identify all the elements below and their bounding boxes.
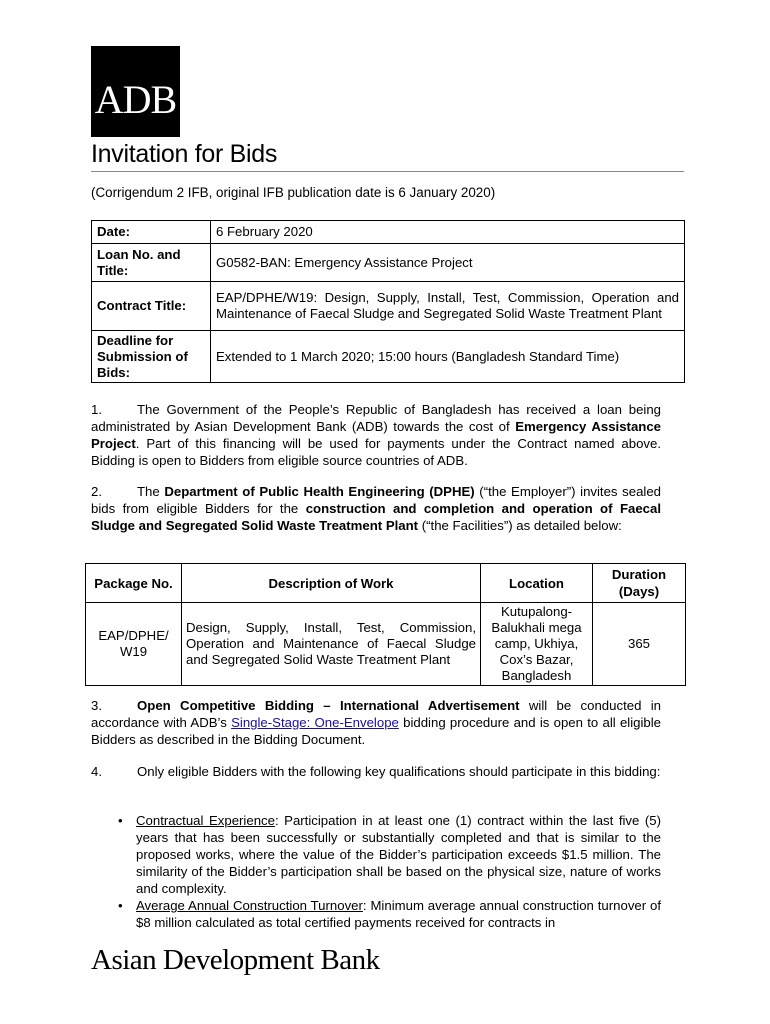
project-name: Emergency Assistance Project	[91, 419, 662, 451]
paragraph-3	[91, 697, 661, 748]
bullet-marker: •	[118, 813, 123, 828]
paragraph-4	[91, 763, 661, 780]
paragraph-1	[91, 401, 661, 469]
corrigendum-note: (Corrigendum 2 IFB, original IFB publication date is 6 January 2020)	[91, 185, 496, 200]
header-location: Location	[481, 564, 593, 603]
works-scope: construction and completion and operation of Faecal Sludge and Segregated Solid Waste Treatment Plant	[91, 501, 662, 533]
work-duration: 365	[593, 603, 686, 686]
paragraph-3-number: 3.	[91, 698, 102, 713]
loan-value: G0582-BAN: Emergency Assistance Project	[211, 244, 685, 282]
table-row	[86, 603, 686, 686]
package-number: EAP/DPHE/ W19	[86, 603, 182, 686]
footer-brand: Asian Development Bank	[91, 944, 380, 976]
work-location: Kutupalong-Balukhali mega camp, Ukhiya, Cox’s Bazar, Bangladesh	[481, 603, 593, 686]
paragraph-3-text-b: bidding procedure and is open to all eligible Bidders as described in the Bidding Document.	[91, 715, 661, 747]
paragraph-4-number: 4.	[91, 764, 102, 779]
title-divider	[91, 171, 684, 172]
header-description: Description of Work	[182, 564, 481, 603]
paragraph-4-text: Only eligible Bidders with the following key qualifications should participate in this bidding:	[137, 764, 661, 779]
list-item-text	[136, 812, 661, 897]
list-item-text	[136, 897, 661, 931]
date-value: 6 February 2020	[211, 221, 685, 244]
info-row-contract	[92, 282, 685, 331]
header-package-no: Package No.	[86, 564, 182, 603]
paragraph-1-number: 1.	[91, 402, 102, 417]
adb-logo-text: ADB	[94, 77, 177, 122]
date-label: Date:	[92, 221, 211, 244]
paragraph-2-text-b: (“the Employer”) invites sealed bids from eligible Bidders for the	[91, 484, 662, 516]
list-item-body: : Participation in at least one (1) contract within the last five (5) years that has been successfully or substantially completed and that is similar to the proposed works, where the value of the Bidder’s participation exceeds $1.5 million. The similarity of the Bidder’s participation shall be based on the physical size, nature of works and complexity.	[136, 813, 661, 896]
list-item-body: : Minimum average annual construction turnover of $8 million calculated as total certified payments received for contracts in	[136, 898, 662, 930]
page-title: Invitation for Bids	[91, 140, 278, 168]
paragraph-2	[91, 483, 661, 534]
package-table-header	[86, 564, 686, 603]
header-duration: Duration (Days)	[593, 564, 686, 603]
paragraph-3-text-a: will be conducted in accordance with ADB’s	[91, 698, 662, 730]
list-item-heading: Contractual Experience	[136, 813, 275, 828]
paragraph-1-text-a: The Government of the People’s Republic of Bangladesh has received a loan being administrated by Asian Development Bank (ADB) towards the cost of	[91, 402, 661, 434]
deadline-label: Deadline for Submission of Bids:	[92, 331, 211, 383]
bullet-marker: •	[118, 898, 123, 913]
paragraph-2-text-c: (“the Facilities”) as detailed below:	[418, 518, 622, 533]
info-row-deadline	[92, 331, 685, 383]
bid-info-table	[91, 220, 685, 383]
info-row-date	[92, 221, 685, 244]
adb-logo	[91, 46, 180, 137]
deadline-value: Extended to 1 March 2020; 15:00 hours (Bangladesh Standard Time)	[211, 331, 685, 383]
employer-name: Department of Public Health Engineering (DPHE)	[164, 484, 475, 499]
loan-label: Loan No. and Title:	[92, 244, 211, 282]
package-table	[85, 563, 686, 686]
work-description: Design, Supply, Install, Test, Commission, Operation and Maintenance of Faecal Sludge and Segregated Solid Waste Treatment Plant	[182, 603, 481, 686]
procedure-link[interactable]: Single-Stage: One-Envelope	[231, 715, 399, 730]
info-row-loan	[92, 244, 685, 282]
list-item	[91, 812, 661, 897]
paragraph-2-number: 2.	[91, 484, 102, 499]
paragraph-1-text-b: . Part of this financing will be used for payments under the Contract named above. Bidding is open to Bidders from eligible source countries of ADB.	[91, 436, 661, 468]
list-item	[91, 897, 661, 931]
list-item-heading: Average Annual Construction Turnover	[136, 898, 363, 913]
qualifications-list	[91, 812, 661, 931]
bidding-method: Open Competitive Bidding – International Advertisement	[137, 698, 520, 713]
paragraph-2-text-a: The	[137, 484, 165, 499]
contract-label: Contract Title:	[92, 282, 211, 331]
contract-value: EAP/DPHE/W19: Design, Supply, Install, Test, Commission, Operation and Maintenance of Faecal Sludge and Segregated Solid Waste Treatment Plant	[211, 282, 685, 331]
